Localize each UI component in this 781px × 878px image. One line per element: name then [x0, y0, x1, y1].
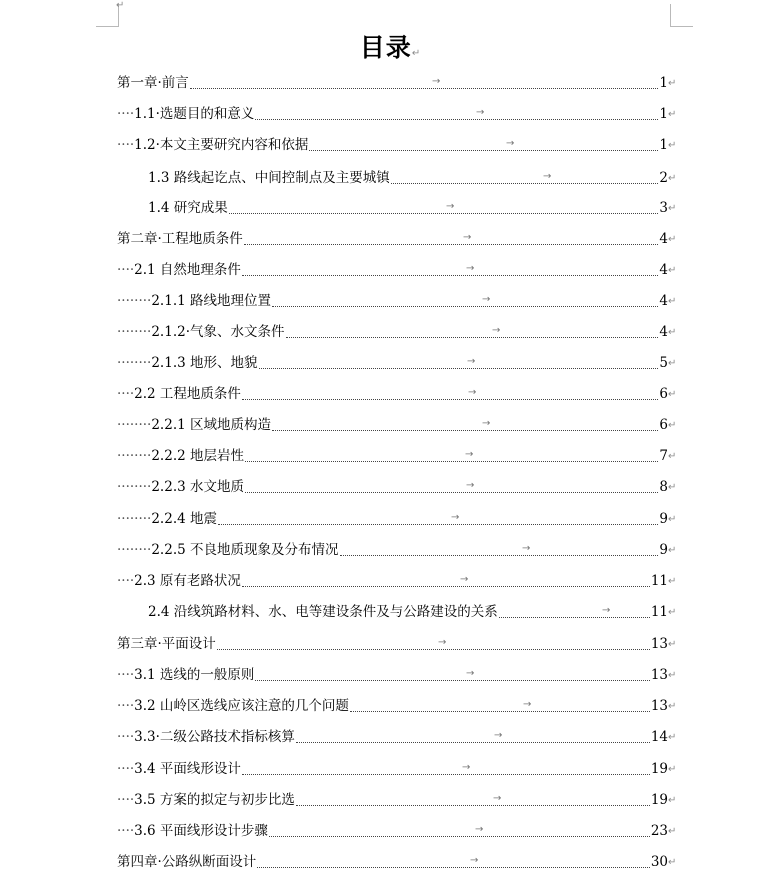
title-text: 目录 — [359, 33, 412, 62]
toc-indent-dots: ········ — [117, 355, 152, 371]
toc-entry[interactable] — [117, 255, 680, 286]
toc-label-text: 3.4 平面线形设计 — [134, 761, 241, 777]
toc-dot-leader — [257, 847, 650, 878]
toc-label-text: 2.2.5 不良地质现象及分布情况 — [151, 542, 339, 558]
tab-arrow-icon: → — [470, 855, 479, 866]
toc-indent-dots: ········ — [117, 542, 152, 558]
tab-arrow-icon: → — [438, 637, 447, 648]
toc-entry[interactable] — [117, 441, 680, 472]
toc-entry-label — [117, 660, 254, 691]
toc-page-number: 11 — [650, 604, 668, 620]
toc-indent-dots: ···· — [117, 823, 135, 839]
toc-label-text: 3.6 平面线形设计步骤 — [134, 823, 268, 839]
toc-page-number: 8 — [659, 479, 668, 495]
toc-entry[interactable] — [117, 535, 680, 566]
toc-entry-label — [117, 566, 241, 597]
toc-label-text: 2.2.1 区域地质构造 — [151, 417, 271, 433]
toc-label-text: 第一章·前言 — [117, 75, 189, 91]
tab-arrow-icon: → — [467, 356, 476, 367]
tab-arrow-icon: → — [494, 730, 503, 741]
paragraph-mark-icon: ↵ — [668, 451, 677, 462]
tab-arrow-icon: → — [492, 325, 501, 336]
toc-entry[interactable] — [117, 660, 680, 691]
tab-arrow-icon: → — [462, 762, 471, 773]
toc-indent-dots: ···· — [117, 729, 135, 745]
toc-entry[interactable] — [117, 348, 680, 379]
toc-entry-label — [117, 224, 243, 255]
paragraph-mark-icon: ↵ — [668, 670, 677, 681]
toc-label-text: 2.3 原有老路状况 — [134, 573, 241, 589]
toc-entry[interactable] — [117, 785, 680, 816]
paragraph-mark-icon: ↵ — [668, 109, 677, 120]
toc-entry[interactable] — [148, 193, 680, 224]
toc-dot-leader — [272, 410, 658, 441]
paragraph-mark-icon: ↵ — [668, 296, 677, 307]
tab-arrow-icon: → — [468, 387, 477, 398]
paragraph-mark-icon: ↵ — [668, 78, 677, 89]
toc-entry-label — [117, 410, 271, 441]
toc-dot-leader — [269, 816, 650, 847]
toc-entry[interactable] — [117, 691, 680, 722]
toc-entry-label — [117, 816, 268, 847]
toc-dot-leader — [217, 629, 650, 660]
toc-page-number: 5 — [659, 355, 668, 371]
toc-dot-leader — [218, 504, 658, 535]
toc-entry[interactable] — [117, 379, 680, 410]
toc-entry-label — [117, 629, 216, 660]
paragraph-mark-icon: ↵ — [668, 764, 677, 775]
toc-indent-dots: ···· — [117, 573, 135, 589]
toc-page-number: 1 — [659, 106, 668, 122]
toc-entry[interactable] — [117, 504, 680, 535]
toc-page-number: 19 — [650, 761, 668, 777]
paragraph-mark-icon: ↵ — [668, 701, 677, 712]
toc-label-text: 2.2 工程地质条件 — [134, 386, 241, 402]
toc-entry-label — [117, 504, 217, 535]
toc-entry[interactable] — [117, 847, 680, 878]
toc-entry[interactable] — [117, 68, 680, 99]
toc-dot-leader — [296, 785, 650, 816]
tab-arrow-icon: → — [466, 480, 475, 491]
paragraph-mark-icon: ↵ — [668, 826, 677, 837]
toc-label-text: 第二章·工程地质条件 — [117, 231, 243, 247]
toc-label-text: 第三章·平面设计 — [117, 636, 216, 652]
paragraph-mark-icon: ↵ — [668, 545, 677, 556]
paragraph-mark-icon: ↵ — [668, 607, 677, 618]
toc-entry[interactable] — [117, 99, 680, 130]
toc-dot-leader — [244, 224, 659, 255]
toc-entry-label — [117, 785, 295, 816]
toc-page-number: 14 — [650, 729, 668, 745]
toc-page-number: 13 — [650, 698, 668, 714]
toc-entry-label — [117, 130, 308, 161]
toc-dot-leader — [229, 193, 659, 224]
toc-indent-dots: ········ — [117, 417, 152, 433]
paragraph-mark-icon: ↵ — [668, 327, 677, 338]
tab-arrow-icon: → — [523, 699, 532, 710]
toc-label-text: 2.4 沿线筑路材料、水、电等建设条件及与公路建设的关系 — [148, 604, 498, 620]
tab-arrow-icon: → — [466, 668, 475, 679]
toc-entry-label — [117, 535, 339, 566]
toc-indent-dots: ···· — [117, 667, 135, 683]
toc-page-number: 1 — [659, 75, 668, 91]
toc-entry-label — [117, 847, 256, 878]
paragraph-mark-icon: ↵ — [668, 732, 677, 743]
paragraph-mark-icon: ↵ — [668, 265, 677, 276]
paragraph-mark-icon: ↵ — [668, 173, 677, 184]
toc-page-number: 13 — [650, 636, 668, 652]
paragraph-mark-icon: ↵ — [668, 358, 677, 369]
toc-label-text: 2.2.4 地震 — [151, 511, 217, 527]
toc-page-number: 23 — [650, 823, 668, 839]
toc-entry[interactable] — [117, 629, 680, 660]
toc-entry[interactable] — [148, 163, 680, 194]
toc-dot-leader — [242, 566, 650, 597]
toc-indent-dots: ···· — [117, 698, 135, 714]
toc-dot-leader — [296, 722, 650, 753]
toc-label-text: 2.2.3 水文地质 — [151, 479, 244, 495]
toc-dot-leader — [255, 660, 649, 691]
tab-arrow-icon: → — [482, 294, 491, 305]
toc-page-number: 6 — [659, 386, 668, 402]
toc-indent-dots: ········ — [117, 448, 152, 464]
toc-label-text: 3.1 选线的一般原则 — [134, 667, 255, 683]
toc-entry-label — [117, 472, 244, 503]
toc-entry-label — [117, 317, 285, 348]
toc-page-number: 4 — [659, 262, 668, 278]
toc-entry-label — [148, 597, 498, 628]
toc-dot-leader — [259, 348, 659, 379]
tab-arrow-icon: → — [451, 512, 460, 523]
toc-label-text: 2.1.2·气象、水文条件 — [151, 324, 285, 340]
toc-label-text: 第四章·公路纵断面设计 — [117, 854, 257, 870]
toc-dot-leader — [309, 130, 658, 161]
paragraph-mark-icon: ↵ — [668, 514, 677, 525]
toc-entry-label — [117, 441, 244, 472]
toc-indent-dots: ········ — [117, 479, 152, 495]
paragraph-mark-icon: ↵ — [668, 234, 677, 245]
toc-indent-dots: ···· — [117, 792, 135, 808]
toc-page-number: 4 — [659, 293, 668, 309]
toc-page-number: 3 — [659, 200, 668, 216]
toc-indent-dots: ···· — [117, 262, 135, 278]
toc-label-text: 2.1.1 路线地理位置 — [151, 293, 271, 309]
toc-page-number: 6 — [659, 417, 668, 433]
toc-dot-leader — [245, 472, 658, 503]
toc-dot-leader — [242, 379, 658, 410]
paragraph-mark-icon: ↵ — [411, 48, 422, 59]
toc-dot-leader — [340, 535, 659, 566]
paragraph-mark-icon: ↵ — [668, 203, 677, 214]
toc-page-number: 4 — [659, 324, 668, 340]
toc-dot-leader — [242, 255, 658, 286]
tab-arrow-icon: → — [465, 449, 474, 460]
tab-arrow-icon: → — [543, 171, 552, 182]
paragraph-mark-icon: ↵ — [668, 795, 677, 806]
page-corner-top-right — [670, 4, 693, 27]
toc-indent-dots: ···· — [117, 137, 135, 153]
paragraph-mark-icon: ↵ — [668, 389, 677, 400]
toc-label-text: 2.1.3 地形、地貌 — [151, 355, 258, 371]
paragraph-mark-icon: ↵ — [668, 420, 677, 431]
toc-entry-label — [117, 722, 295, 753]
toc-entry[interactable] — [117, 754, 680, 785]
toc-indent-dots: ········ — [117, 293, 152, 309]
toc-entry[interactable] — [117, 816, 680, 847]
tab-arrow-icon: → — [506, 138, 515, 149]
toc-entry[interactable] — [117, 317, 680, 348]
toc-indent-dots: ···· — [117, 106, 135, 122]
toc-dot-leader — [190, 68, 659, 99]
tab-arrow-icon: → — [460, 574, 469, 585]
paragraph-mark-icon: ↵ — [668, 857, 677, 868]
toc-dot-leader — [242, 754, 650, 785]
toc-page-number: 19 — [650, 792, 668, 808]
tab-arrow-icon: → — [446, 201, 455, 212]
toc-indent-dots: ········ — [117, 324, 152, 340]
toc-indent-dots: ···· — [117, 386, 135, 402]
tab-arrow-icon: → — [466, 263, 475, 274]
toc-page-number: 13 — [650, 667, 668, 683]
toc-entry-label — [117, 754, 241, 785]
toc-entry-label — [117, 255, 241, 286]
tab-arrow-icon: → — [463, 232, 472, 243]
paragraph-mark-icon: ↵ — [668, 639, 677, 650]
toc-dot-leader — [499, 597, 650, 628]
tab-arrow-icon: → — [482, 418, 491, 429]
tab-arrow-icon: → — [522, 543, 531, 554]
toc-label-text: 1.3 路线起讫点、中间控制点及主要城镇 — [148, 170, 390, 186]
toc-entry-label — [117, 68, 189, 99]
toc-label-text: 3.2 山岭区选线应该注意的几个问题 — [134, 698, 349, 714]
paragraph-mark-icon: ↵ — [668, 140, 677, 151]
toc-entry-label — [117, 99, 254, 130]
toc-page-number: 4 — [659, 231, 668, 247]
tab-arrow-icon: → — [476, 107, 485, 118]
toc-entry[interactable] — [117, 224, 680, 255]
toc-entry[interactable] — [148, 597, 680, 628]
toc-dot-leader — [245, 441, 658, 472]
toc-entry[interactable] — [117, 566, 680, 597]
toc-label-text: 1.4 研究成果 — [148, 200, 228, 216]
toc-dot-leader — [286, 317, 659, 348]
toc-page-number: 11 — [650, 573, 668, 589]
toc-page-number: 2 — [659, 170, 668, 186]
toc-indent-dots: ···· — [117, 761, 135, 777]
toc-page-number: 9 — [659, 542, 668, 558]
toc-entry-label — [117, 286, 271, 317]
toc-page-number: 7 — [659, 448, 668, 464]
tab-arrow-icon: → — [493, 793, 502, 804]
toc-page-number: 30 — [650, 854, 668, 870]
toc-dot-leader — [272, 286, 658, 317]
toc-label-text: 3.5 方案的拟定与初步比选 — [134, 792, 295, 808]
tab-arrow-icon: → — [432, 76, 441, 87]
toc-entry-label — [117, 379, 241, 410]
toc-entry-label — [148, 193, 228, 224]
toc-label-text: 1.2·本文主要研究内容和依据 — [134, 137, 309, 153]
page-title[interactable] — [0, 28, 781, 68]
toc-entry[interactable] — [117, 722, 680, 753]
toc-label-text: 3.3·二级公路技术指标核算 — [134, 729, 295, 745]
toc-entry[interactable] — [117, 286, 680, 317]
paragraph-mark-icon: ↵ — [668, 576, 677, 587]
toc-label-text: 1.1·选题目的和意义 — [134, 106, 255, 122]
toc-label-text: 2.1 自然地理条件 — [134, 262, 241, 278]
toc-entry[interactable] — [117, 410, 680, 441]
toc-dot-leader — [391, 163, 659, 194]
toc-entry[interactable] — [117, 130, 680, 161]
paragraph-mark-icon: ↵ — [668, 482, 677, 493]
toc-entry-label — [117, 348, 258, 379]
toc-dot-leader — [255, 99, 658, 130]
tab-arrow-icon: → — [602, 605, 611, 616]
toc-dot-leader — [350, 691, 650, 722]
toc-indent-dots: ········ — [117, 511, 152, 527]
paragraph-mark-icon: ↵ — [116, 0, 125, 11]
tab-arrow-icon: → — [475, 824, 484, 835]
toc-entry-label — [148, 163, 390, 194]
toc-page-number: 9 — [659, 511, 668, 527]
toc-label-text: 2.2.2 地层岩性 — [151, 448, 244, 464]
toc-entry[interactable] — [117, 472, 680, 503]
toc-entry-label — [117, 691, 349, 722]
toc-page-number: 1 — [659, 137, 668, 153]
